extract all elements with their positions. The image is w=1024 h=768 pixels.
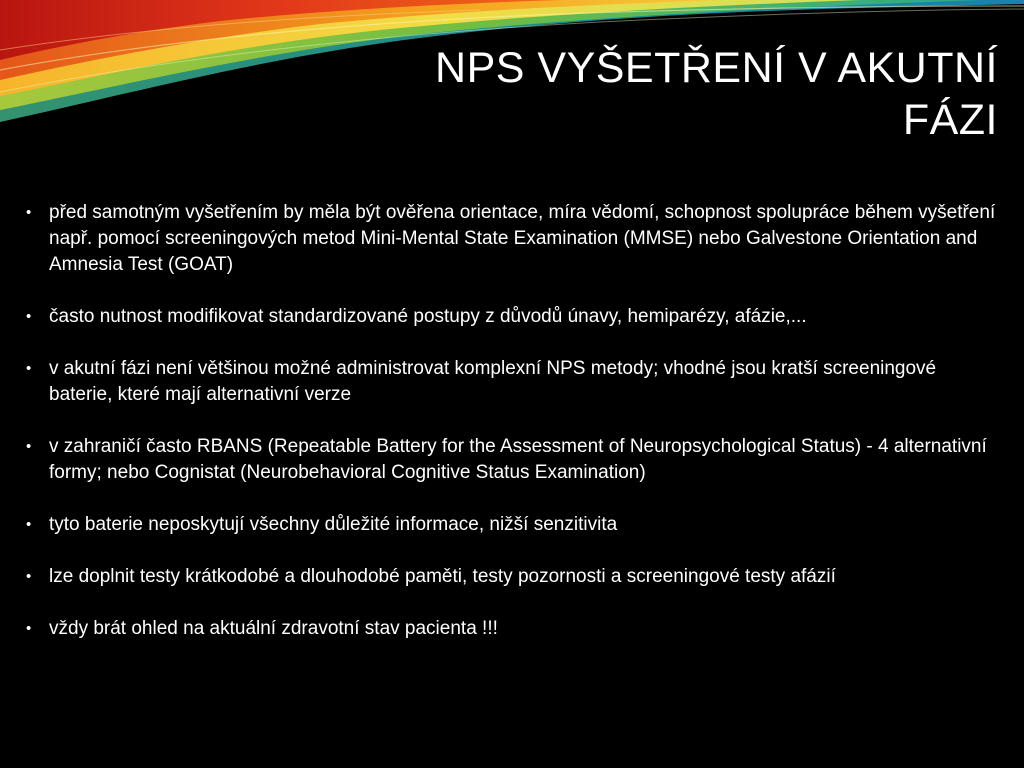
bullet-item: [26, 616, 1001, 642]
bullet-list: [26, 200, 1001, 642]
bullet-text: vždy brát ohled na aktuální zdravotní stav pacienta !!!: [49, 618, 498, 639]
bullet-dot: •: [26, 568, 32, 585]
bullet-item: [26, 434, 1001, 486]
bullet-item: [26, 512, 1001, 538]
bullet-text: lze doplnit testy krátkodobé a dlouhodobé paměti, testy pozornosti a screeningové testy afázií: [49, 566, 836, 587]
slide-title-line-2: FÁZI: [902, 96, 998, 144]
bullet-text: tyto baterie neposkytují všechny důležité informace, nižší senzitivita: [49, 514, 618, 535]
bullet-dot: •: [26, 516, 32, 533]
bullet-item: [26, 564, 1001, 590]
slide-title-line-1: NPS VYŠETŘENÍ V AKUTNÍ: [435, 44, 998, 92]
bullet-dot: •: [26, 438, 32, 455]
bullet-item: [26, 304, 1001, 330]
bullet-text: před samotným vyšetřením by měla být ověřena orientace, míra vědomí, schopnost spolupráce během vyšetření např. pomocí screeningových metod Mini-Mental State Examination (MMSE) nebo Galvestone Orientation and Amnesia Test (GOAT): [49, 202, 996, 275]
bullet-text: často nutnost modifikovat standardizované postupy z důvodů únavy, hemiparézy, afázie,...: [49, 306, 807, 327]
bullet-item: [26, 200, 1001, 278]
bullet-item: [26, 356, 1001, 408]
bullet-text: v akutní fázi není většinou možné administrovat komplexní NPS metody; vhodné jsou kratší screeningové baterie, které mají alternativní verze: [49, 358, 937, 405]
slide-title: [298, 42, 998, 146]
bullet-dot: •: [26, 204, 32, 221]
bullet-dot: •: [26, 308, 32, 325]
bullet-dot: •: [26, 360, 32, 377]
bullet-text: v zahraničí často RBANS (Repeatable Battery for the Assessment of Neuropsychological Status) - 4 alternativní formy; nebo Cognistat (Neurobehavioral Cognitive Status Examination): [49, 436, 987, 483]
bullet-dot: •: [26, 620, 32, 637]
